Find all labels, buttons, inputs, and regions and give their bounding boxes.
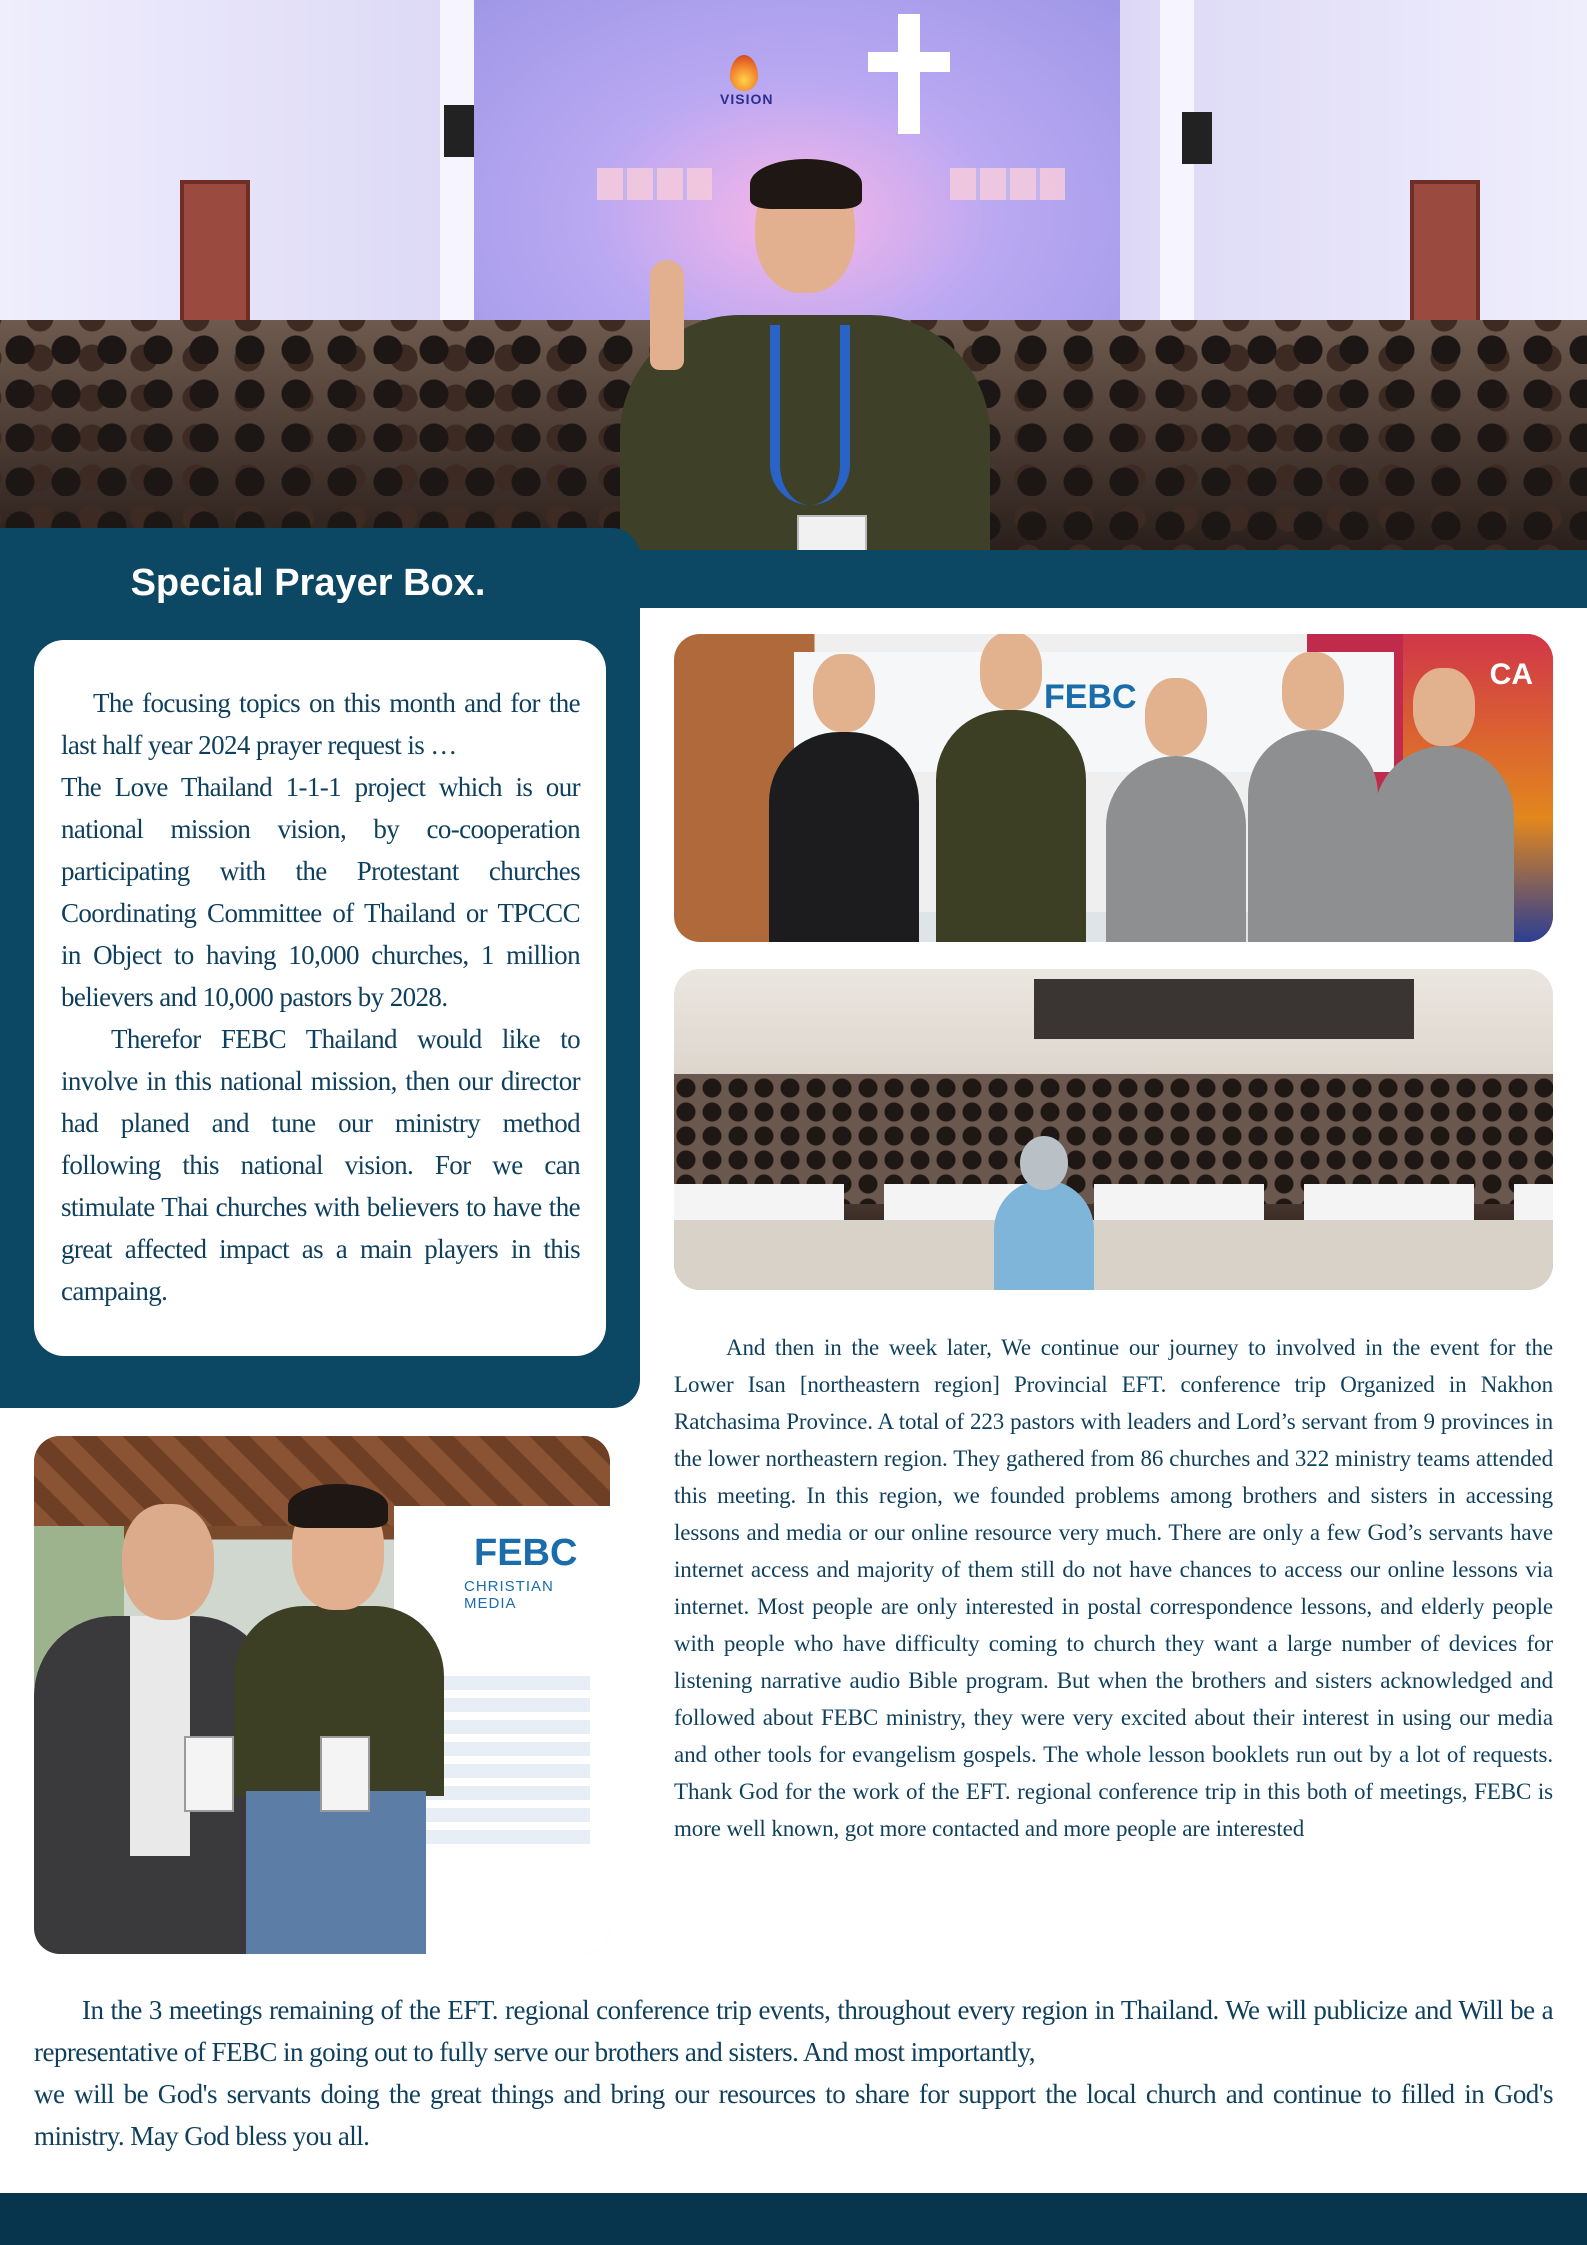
prayer-paragraph-2: The Love Thailand 1-1-1 project which is our national mission vision, by co-cooperation participating with the Protestant churches Coordinating Committee of Thailand or TPCCC in Object to having 10,000 churches, 1 million believers and 10,000 pastors by 2028. xyxy=(61,772,580,1012)
vision-logo xyxy=(720,55,774,107)
name-badge xyxy=(320,1736,370,1812)
closing-paragraph-2: we will be God's servants doing the great things and bring our resources to share for support the local church and continue to filled in God's ministry. May God bless you all. xyxy=(34,2079,1553,2151)
booth-person xyxy=(936,710,1086,942)
hero-pillar xyxy=(440,0,474,330)
booth-banner-logo: FEBC xyxy=(1044,678,1137,716)
booth-person xyxy=(769,732,919,942)
cross-icon xyxy=(898,14,920,134)
photo-two-men-at-stand xyxy=(34,1436,610,1954)
booth-person xyxy=(1248,730,1378,942)
speaker-icon xyxy=(1182,112,1212,164)
closing-section xyxy=(34,1989,1553,2157)
cross-icon xyxy=(868,52,950,72)
vision-logo-text: VISION xyxy=(720,91,774,107)
event-paragraph: And then in the week later, We continue our journey to involved in the event for the Lower Isan [northeastern region] Provincial EFT. conference trip Organized in Nakhon Ratchasima Province. A total of 223 pastors with leaders and Lord’s servant from 9 provinces in the lower northeastern region. They gathered from 86 churches and 322 ministry teams attended this meeting. In this region, we founded problems among brothers and sisters in accessing lessons and media or our online resource very much. There are only a few God’s servants have internet access and majority of them still do not have chances to access our online lessons via internet. Most people are only interested in postal correspondence lessons, and elderly people with people who have difficulty coming to church they want a large number of devices for listening narrative audio Bible program. But when the brothers and sisters acknowledged and followed about FEBC ministry, they were very excited about their interest in using our media and other tools for evangelism gospels. The whole lesson booklets run out by a lot of requests. Thank God for the work of the EFT. regional conference trip in this both of meetings, FEBC is more well known, got more contacted and more people are interested xyxy=(674,1335,1553,1841)
closing-paragraph-1: In the 3 meetings remaining of the EFT. regional conference trip events, throughout every region in Thailand. We will publicize and Will be a representative of FEBC in going out to fully serve our brothers and sisters. And most importantly, xyxy=(34,1995,1553,2067)
prayer-paragraph-3: Therefor FEBC Thailand would like to involve in this national mission, then our director had planed and tune our ministry method following this national vision. For we can stimulate Thai churches with believers to have the great affected impact as a main players in this campaing. xyxy=(61,1024,580,1306)
event-report xyxy=(674,1329,1553,1847)
hall-floor xyxy=(674,1220,1553,1290)
booth-poster-logo: CA xyxy=(1489,658,1533,691)
pair-stand-subtitle: CHRISTIAN MEDIA xyxy=(464,1578,554,1612)
hero-pillar xyxy=(1160,0,1194,330)
hero-door-right xyxy=(1410,180,1480,328)
lanyard xyxy=(770,325,850,505)
hero-photo-auditorium xyxy=(0,0,1587,550)
speaker-icon xyxy=(444,105,474,157)
photo-febc-booth-team xyxy=(674,634,1553,942)
name-badge xyxy=(797,515,867,550)
prayer-box-title: Special Prayer Box. xyxy=(130,562,486,604)
hero-door-left xyxy=(180,180,250,328)
hero-presenter xyxy=(600,165,990,550)
footer-band xyxy=(0,2193,1587,2245)
prayer-paragraph-1: The focusing topics on this month and for the last half year 2024 prayer request is … xyxy=(61,688,580,760)
pair-stand-logo: FEBC xyxy=(474,1532,578,1574)
hall-tables xyxy=(674,1184,1553,1224)
booth-person xyxy=(1106,756,1246,942)
hall-balcony xyxy=(1034,979,1414,1039)
flame-icon xyxy=(730,55,758,91)
booth-person xyxy=(1374,746,1514,942)
hall-speaker xyxy=(994,1180,1094,1290)
photo-conference-hall xyxy=(674,969,1553,1290)
pointing-hand xyxy=(650,260,684,370)
prayer-box-card xyxy=(34,640,606,1356)
name-badge xyxy=(184,1736,234,1812)
